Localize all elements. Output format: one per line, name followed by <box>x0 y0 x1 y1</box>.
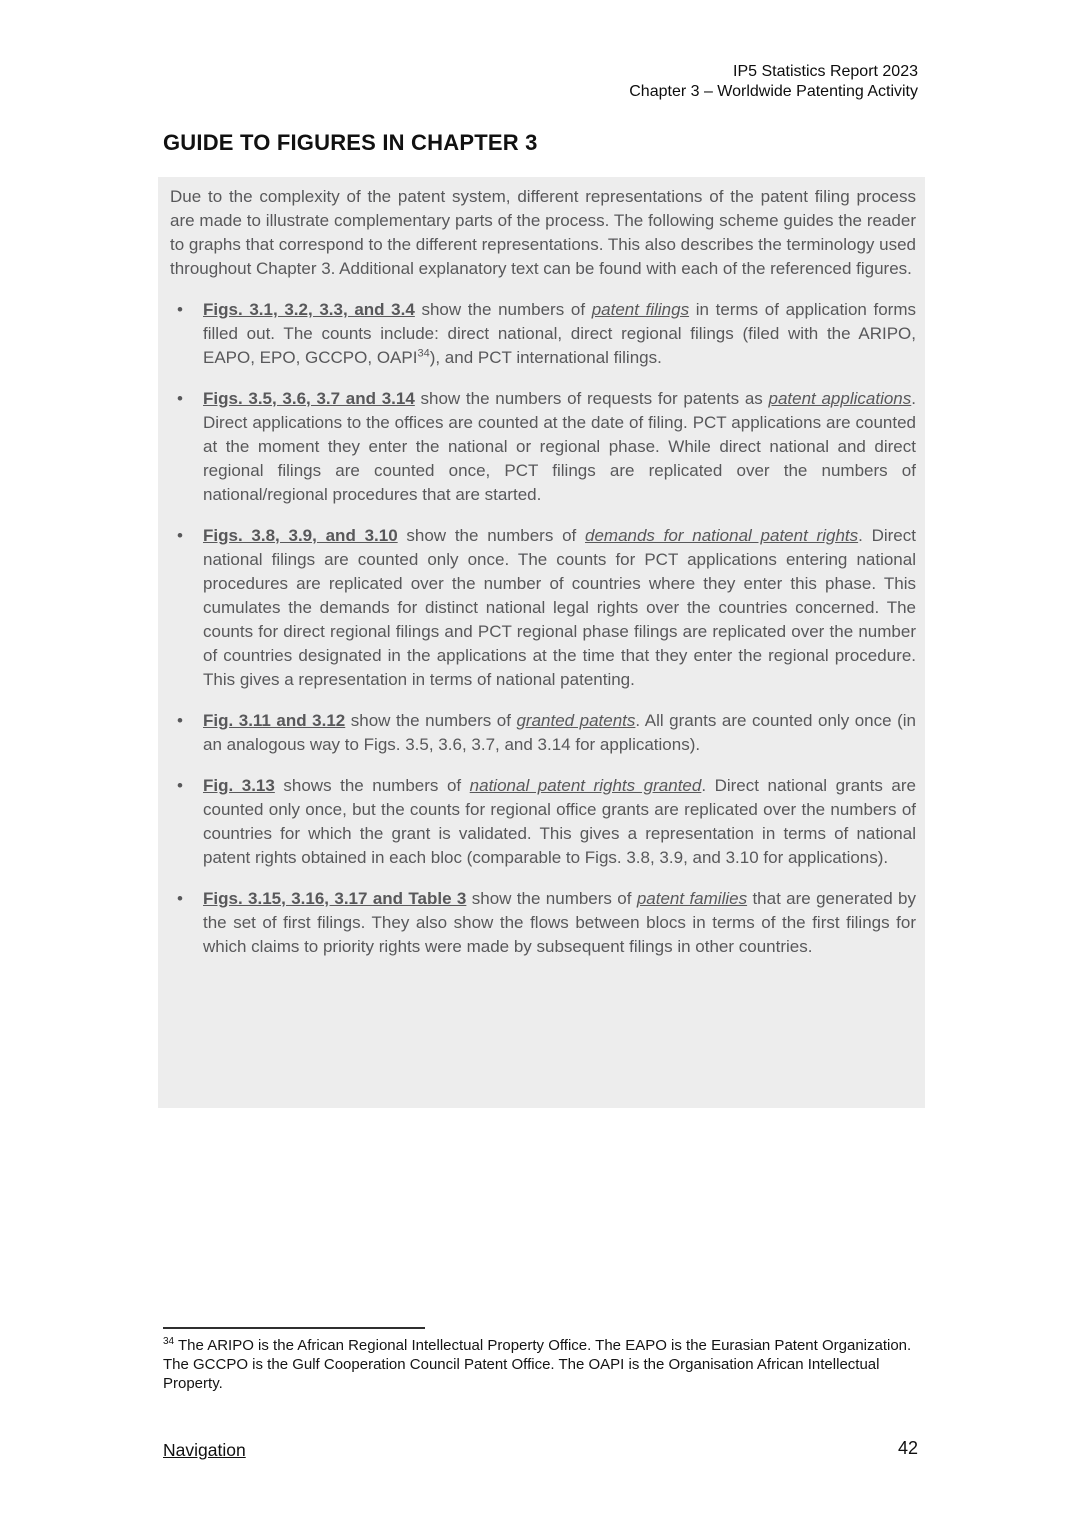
guide-bullet <box>170 887 916 959</box>
text-segment: show the numbers of <box>414 300 592 319</box>
text-segment: show the numbers of requests for patents as <box>414 389 769 408</box>
text-segment: ), and PCT international filings. <box>429 348 662 367</box>
text-segment: . All grants are counted only once (in an analogous way to Figs. 3.5, 3.6, 3.7, and 3.14 for applications). <box>203 711 916 754</box>
figure-refs-link[interactable]: Fig. 3.13 <box>203 776 275 795</box>
page-header <box>0 62 918 102</box>
text-segment: show the numbers of <box>466 889 637 908</box>
emphasized-term: demands for national patent rights <box>585 526 859 545</box>
emphasized-term: granted patents <box>516 711 636 730</box>
text-segment: in terms of application forms filled out. The counts include: direct national, direct regional filings (filed with the ARIPO, EAPO, EPO, GCCPO, OAPI <box>203 300 916 367</box>
emphasized-term: national patent rights granted <box>469 776 702 795</box>
figure-refs-link[interactable]: Figs. 3.15, 3.16, 3.17 and Table 3 <box>203 889 467 908</box>
intro-paragraph: Due to the complexity of the patent system, different representations of the patent filing process are made to illustrate complementary parts of the process. The following scheme guides the reader to graphs that correspond to the different representations. This also describes the terminology used throughout Chapter 3. Additional explanatory text can be found with each of the referenced figures. <box>170 187 916 278</box>
figure-refs-link[interactable]: Fig. 3.11 and 3.12 <box>203 711 346 730</box>
chapter-subtitle: Chapter 3 – Worldwide Patenting Activity <box>629 83 918 100</box>
page-title: GUIDE TO FIGURES IN CHAPTER 3 <box>163 130 538 155</box>
text-segment: shows the numbers of <box>274 776 470 795</box>
figure-refs-link[interactable]: Figs. 3.5, 3.6, 3.7 and 3.14 <box>203 389 415 408</box>
page-number: 42 <box>897 1438 918 1458</box>
text-segment: . Direct national filings are counted only once. The counts for PCT applications entering national procedures are replicated over the number of countries where they enter this phase. This cumulates the demands for distinct national legal rights over the countries concerned. The counts for direct regional filings and PCT regional phase filings are replicated over the number of countries designated in the applications at the time that they enter the regional procedure. This gives a representation in terms of national patenting. <box>203 526 916 689</box>
guide-bullet <box>170 709 916 757</box>
text-segment: . Direct national grants are counted only once, but the counts for regional office grants are replicated over the numbers of countries for which the grant is validated. This gives a representation in terms of national patent rights obtained in each bloc (comparable to Figs. 3.8, 3.9, and 3.10 for applications). <box>203 776 916 867</box>
emphasized-term: patent families <box>636 889 748 908</box>
navigation-link[interactable]: Navigation <box>163 1440 246 1460</box>
footnote-separator <box>163 1327 425 1329</box>
guide-bullet <box>170 298 916 370</box>
footnote-marker: 34 <box>163 1336 175 1347</box>
guide-bullet <box>170 387 916 507</box>
guide-bullet <box>170 774 916 870</box>
text-segment: The ARIPO is the African Regional Intellectual Property Office. The EAPO is the Eurasian Patent Organization. The GCCPO is the Gulf Cooperation Council Patent Office. The OAPI is the Organisation African Intellectual Property. <box>163 1337 912 1392</box>
figure-refs-link[interactable]: Figs. 3.1, 3.2, 3.3, and 3.4 <box>203 300 415 319</box>
text-segment: show the numbers of <box>345 711 517 730</box>
figure-refs-link[interactable]: Figs. 3.8, 3.9, and 3.10 <box>203 526 398 545</box>
emphasized-term: patent applications <box>768 389 912 408</box>
text-segment: that are generated by the set of first filings. They also show the flows between blocs in terms of the first filings for which claims to priority rights were made by subsequent filings in other countries. <box>203 889 916 956</box>
emphasized-term: patent filings <box>591 300 690 319</box>
footnote <box>163 1336 915 1393</box>
guide-box <box>158 177 925 1108</box>
text-segment: . Direct applications to the offices are counted at the date of filing. PCT applications are counted at the moment they enter the national or regional phase. While direct national and direct regional filings are counted once, PCT filings are replicated over the numbers of national/regional procedures that are started. <box>203 389 916 504</box>
guide-bullet <box>170 524 916 692</box>
report-title: IP5 Statistics Report 2023 <box>733 63 918 80</box>
text-segment: show the numbers of <box>397 526 585 545</box>
footnote-marker: 34 <box>417 347 430 360</box>
figure-guide-list <box>170 298 916 959</box>
